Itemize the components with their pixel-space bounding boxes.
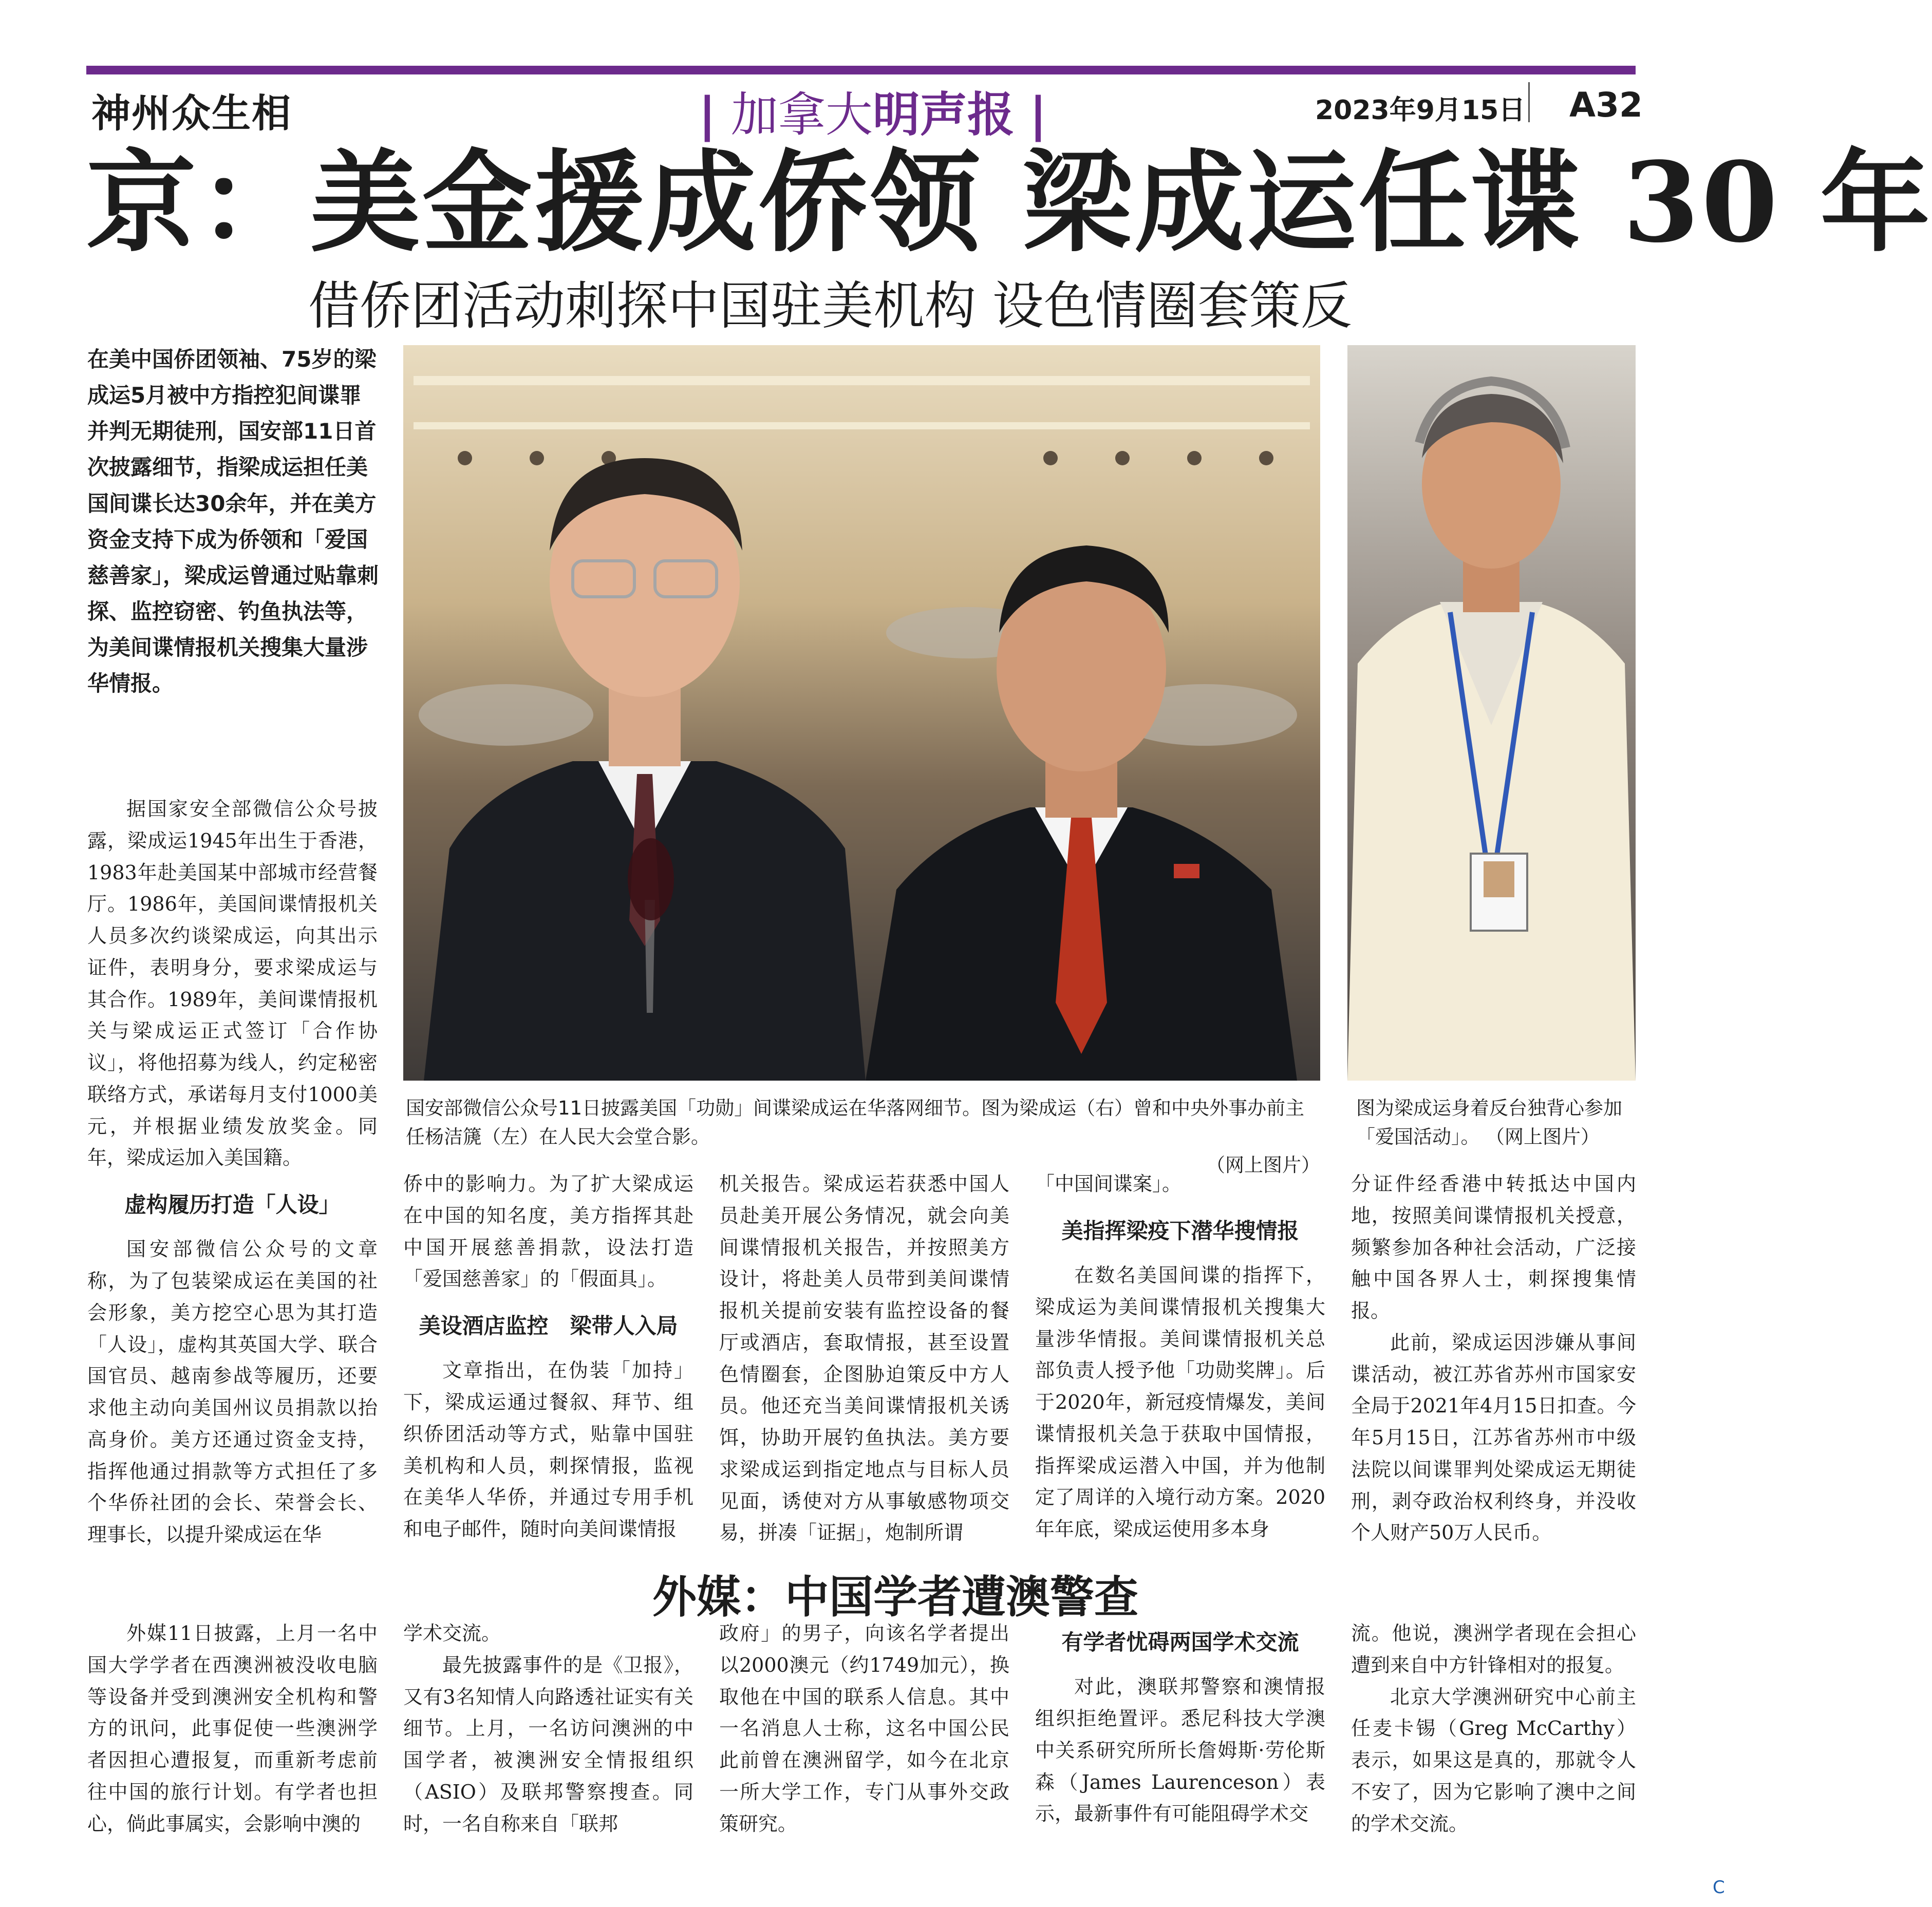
story2-col5-paragraph-1: 流。他说，澳洲学者现在会担心遭到来自中方针锋相对的报复。 xyxy=(1351,1622,1636,1676)
story1-col5-paragraph-2: 此前，梁成运因涉嫌从事间谍活动，被江苏省苏州市国家安全局于2021年4月15日扣查。今年5月15日，江苏省苏州市中级法院以间谍罪判处梁成运无期徒刑，剥夺政治权利终身，并没收个人财产50万人民币。 xyxy=(1351,1331,1636,1544)
main-subhead: 借侨团活动刺探中国驻美机构 设色情圈套策反 xyxy=(308,276,1352,336)
story1-col4-paragraph-1: 「中国间谍案」。 xyxy=(1035,1173,1182,1195)
story1-col1-paragraph-1: 据国家安全部微信公众号披露，梁成运1945年出生于香港，1983年赴美国某中部城市经营餐厅。1986年，美国间谍情报机关人员多次约谈梁成运，向其出示证件，表明身分，要求梁成运与其合作。1989年，美间谍情报机关与梁成运正式签订「合作协议」，将他招募为线人，约定秘密联络方式，承诺每月支付1000美元，并根据业绩发放奖金。同年，梁成运加入美国籍。 xyxy=(87,798,378,1169)
story1-col4-subheading: 美指挥梁疫下潜华搜情报 xyxy=(1061,1218,1299,1243)
section-name: 神州众生相 xyxy=(91,90,292,136)
masthead-bold: 明声报 xyxy=(872,87,1015,142)
story1-column-4 xyxy=(1035,1168,1325,1545)
story1-column-2 xyxy=(403,1168,693,1545)
corner-mark: C xyxy=(1713,1877,1725,1898)
story2-headline: 外媒：中国学者遭澳警查 xyxy=(652,1571,1138,1623)
story1-col5-paragraph-1: 分证件经香港中转抵达中国内地，按照美间谍情报机关授意，频繁参加各种社会活动，广泛接触中国各界人士，刺探搜集情报。 xyxy=(1351,1173,1636,1322)
story2-col4-subheading: 有学者忧碍两国学术交流 xyxy=(1061,1630,1299,1655)
story2-col1-paragraph: 外媒11日披露，上月一名中国大学学者在西澳洲被没收电脑等设备并受到澳洲安全机构和警方的讯问，此事促使一些澳洲学者因担心遭报复，而重新考虑前往中国的旅行计划。有学者也担心，倘此事属实，会影响中澳的 xyxy=(87,1622,378,1835)
masthead-plain: 加拿大 xyxy=(730,87,873,142)
masthead-bar-right: | xyxy=(1029,87,1047,142)
story1-col2-subheading: 美设酒店监控 梁带人入局 xyxy=(419,1313,678,1338)
main-headline: 京：美金援成侨领 梁成运任谍 30 年 xyxy=(86,138,1932,267)
page-number: A32 xyxy=(1569,85,1643,125)
story2-column-3 xyxy=(719,1618,1009,1840)
story1-col1-subheading: 虚构履历打造「人设」 xyxy=(124,1192,341,1217)
photo-banquet-image xyxy=(403,345,1320,1081)
lead-paragraph: 在美中国侨团领袖、75岁的梁成运5月被中方指控犯间谍罪并判无期徒刑，国安部11日首次披露细节，指梁成运担任美国间谍长达30余年，并在美方资金支持下成为侨领和「爱国慈善家」，梁成运曾通过贴靠刺探、监控窃密、钓鱼执法等，为美间谍情报机关搜集大量涉华情报。 xyxy=(87,347,379,696)
story1-col2-paragraph-1: 侨中的影响力。为了扩大梁成运在中国的知名度，美方指挥其赴中国开展慈善捐款，设法打造「爱国慈善家」的「假面具」。 xyxy=(403,1173,693,1291)
story1-col4-paragraph-2: 在数名美国间谍的指挥下，梁成运为美间谍情报机关搜集大量涉华情报。美间谍情报机关总部负责人授予他「功勋奖牌」。后于2020年，新冠疫情爆发，美间谍情报机关急于获取中国情报，指挥梁成运潜入中国，并为他制定了周详的入境行动方案。2020年年底，梁成运使用多本身 xyxy=(1035,1264,1325,1540)
issue-date: 2023年9月15日 xyxy=(1315,95,1526,126)
story2-col2-paragraph-1: 学术交流。 xyxy=(403,1622,501,1645)
story2-column-5 xyxy=(1351,1618,1636,1840)
photo-vest-image xyxy=(1347,345,1636,1081)
story2-col2-paragraph-2: 最先披露事件的是《卫报》，又有3名知情人向路透社证实有关细节。上月，一名访问澳洲的中国学者，被澳洲安全情报组织（ASIO）及联邦警察搜查。同时，一名自称来自「联邦 xyxy=(403,1653,693,1835)
photo1-credit: （网上图片） xyxy=(1206,1154,1320,1176)
story1-col2-paragraph-2: 文章指出，在伪装「加持」下，梁成运通过餐叙、拜节、组织侨团活动等方式，贴靠中国驻美机构和人员，刺探情报，监视在美华人华侨，并通过专用手机和电子邮件，随时向美间谍情报 xyxy=(403,1359,693,1540)
story1-column-1 xyxy=(87,794,378,1551)
header-divider xyxy=(1528,82,1530,122)
story2-column-4 xyxy=(1035,1618,1325,1830)
story2-col3-paragraph: 政府」的男子，向该名学者提出以2000澳元（约1749加元），换取他在中国的联系人信息。其中一名消息人士称，这名中国公民此前曾在澳洲留学，如今在北京一所大学工作，专门从事外交政策研究。 xyxy=(719,1622,1009,1835)
photo-vest xyxy=(1347,345,1636,1081)
story1-col1-paragraph-2: 国安部微信公众号的文章称，为了包装梁成运在美国的社会形象，美方挖空心思为其打造「人设」，虚构其英国大学、联合国官员、越南参战等履历，还要求他主动向美国州议员捐款以抬高身价。美方还通过资金支持，指挥他通过捐款等方式担任了多个华侨社团的会长、荣誉会长、理事长，以提升梁成运在华 xyxy=(87,1238,378,1546)
story2-column-1 xyxy=(87,1618,378,1840)
masthead xyxy=(699,77,1047,145)
story1-col3-paragraph-1: 机关报告。梁成运若获悉中国人员赴美开展公务情况，就会向美间谍情报机关报告，并按照美方设计，将赴美人员带到美间谍情报机关提前安装有监控设备的餐厅或酒店，套取情报，甚至设置色情圈套，企图胁迫策反中方人员。他还充当美间谍情报机关诱饵，协助开展钓鱼执法。美方要求梁成运到指定地点与目标人员见面，诱使对方从事敏感物项交易，拼凑「证据」，炮制所谓 xyxy=(719,1173,1009,1544)
photo2-caption-text: 图为梁成运身着反台独背心参加「爱国活动」。 xyxy=(1356,1097,1622,1148)
photo2-caption xyxy=(1356,1094,1634,1151)
story2-col5-paragraph-2: 北京大学澳洲研究中心前主任麦卡锡（Greg McCarthy）表示，如果这是真的，那就令人不安了，因为它影响了澳中之间的学术交流。 xyxy=(1351,1685,1636,1835)
masthead-bar-left: | xyxy=(699,87,716,142)
photo2-credit: （网上图片） xyxy=(1495,1125,1600,1148)
story1-column-3 xyxy=(719,1168,1009,1549)
photo1-caption xyxy=(406,1094,1320,1180)
top-rule xyxy=(86,66,1636,74)
photo-banquet xyxy=(403,345,1320,1081)
story2-column-2 xyxy=(403,1618,693,1840)
photo1-caption-text: 国安部微信公众号11日披露美国「功勋」间谍梁成运在华落网细节。图为梁成运（右）曾和中央外事办前主任杨洁篪（左）在人民大会堂合影。 xyxy=(406,1097,1305,1148)
story2-col4-paragraph: 对此，澳联邦警察和澳情报组织拒绝置评。悉尼科技大学澳中关系研究所所长詹姆斯·劳伦斯森（James Laurenceson）表示，最新事件有可能阻碍学术交 xyxy=(1035,1675,1325,1825)
story1-column-5 xyxy=(1351,1168,1636,1549)
